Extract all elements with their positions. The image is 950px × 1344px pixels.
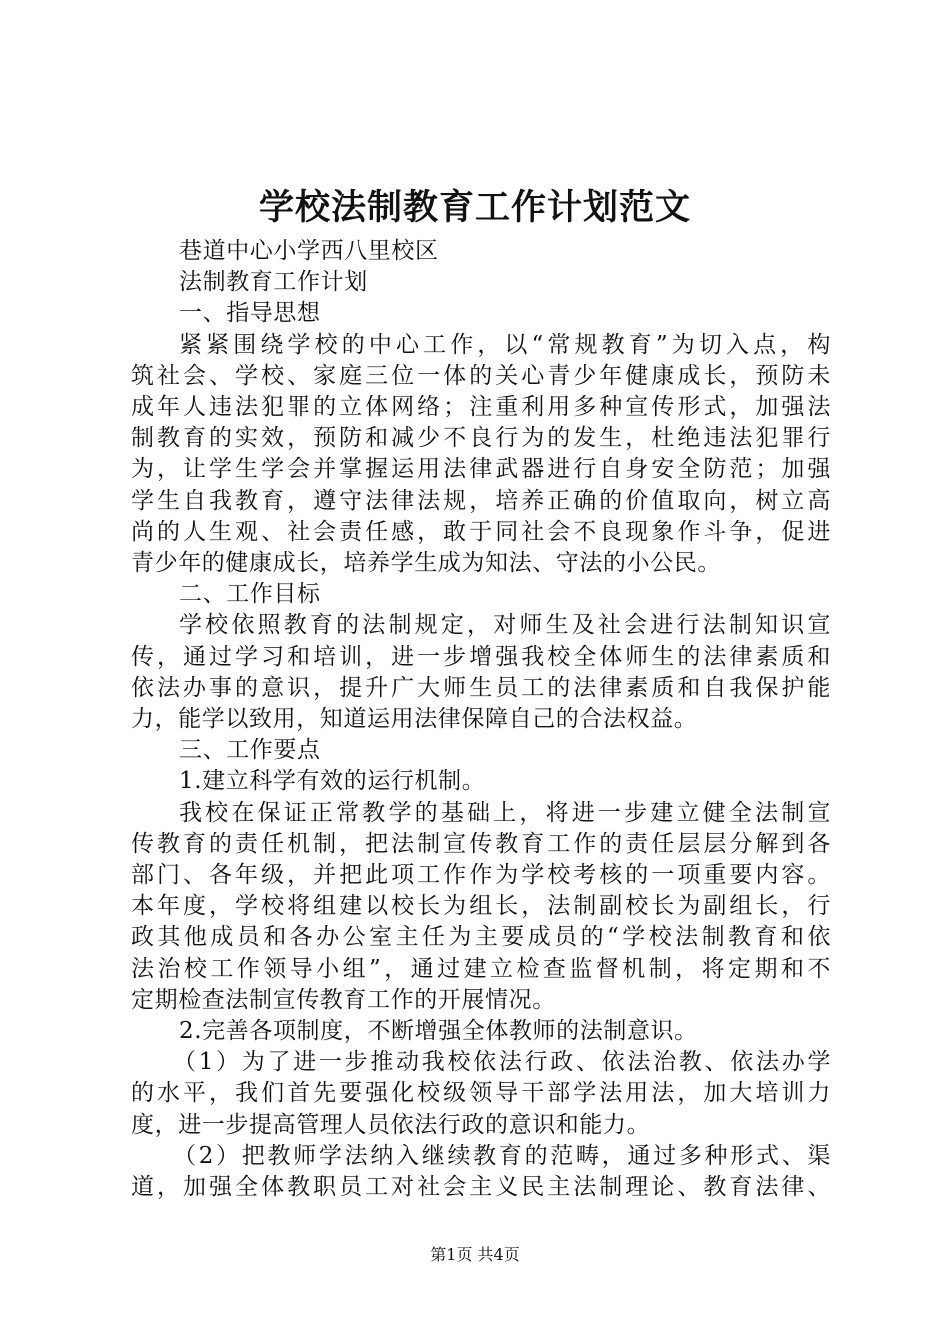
paragraph-line: 政其他成员和各办公室主任为主要成员的“学校法制教育和依 (131, 924, 831, 951)
paragraph-line: 尚的人生观、社会责任感，敢于同社会不良现象作斗争，促进 (131, 518, 831, 545)
paragraph-line: 紧紧围绕学校的中心工作，以“常规教育”为切入点，构 (179, 331, 831, 358)
paragraph-line: （1）为了进一步推动我校依法行政、依法治教、依法办学 (173, 1049, 831, 1076)
section-heading-work-points: 三、工作要点 (179, 737, 321, 764)
section-heading-guiding-thought: 一、指导思想 (179, 300, 321, 327)
plan-subtitle-line: 法制教育工作计划 (179, 269, 368, 296)
paragraph-line: （2）把教师学法纳入继续教育的范畴，通过多种形式、渠 (173, 1142, 831, 1169)
paragraph-line: 本年度，学校将组建以校长为组长，法制副校长为副组长，行 (131, 893, 831, 920)
paragraph-line: 传，通过学习和培训，进一步增强我校全体师生的法律素质和 (131, 643, 831, 670)
paragraph-line: 青少年的健康成长，培养学生成为知法、守法的小公民。 (131, 550, 721, 577)
school-name-line: 巷道中心小学西八里校区 (179, 238, 439, 264)
document-body (131, 236, 831, 1203)
paragraph-line: 力，能学以致用，知道运用法律保障自己的合法权益。 (131, 706, 698, 733)
paragraph-line: 部门、各年级，并把此项工作作为学校考核的一项重要内容。 (131, 862, 831, 889)
paragraph-line: 制教育的实效，预防和减少不良行为的发生，杜绝违法犯罪行 (131, 425, 831, 452)
paragraph-line: 依法办事的意识，提升广大师生员工的法律素质和自我保护能 (131, 674, 831, 701)
paragraph-line: 学生自我教育，遵守法律法规，培养正确的价值取向，树立高 (131, 487, 831, 514)
paragraph-line: 法治校工作领导小组”，通过建立检查监督机制，将定期和不 (131, 955, 831, 982)
paragraph-line: 道，加强全体教职员工对社会主义民主法制理论、教育法律、 (131, 1174, 831, 1201)
paragraph-line: 的水平，我们首先要强化校级领导干部学法用法，加大培训力 (131, 1080, 831, 1107)
document-title: 学校法制教育工作计划范文 (258, 187, 691, 228)
paragraph-line: 定期检查法制宣传教育工作的开展情况。 (131, 986, 556, 1013)
paragraph-line: 我校在保证正常教学的基础上，将进一步建立健全法制宣 (179, 799, 831, 826)
section-heading-work-goals: 二、工作目标 (179, 581, 321, 608)
paragraph-line: 度，进一步提高管理人员依法行政的意识和能力。 (131, 1111, 651, 1138)
page-number-footer: 第1页 共4页 (430, 1245, 520, 1264)
paragraph-line: 成年人违法犯罪的立体网络；注重利用多种宣传形式，加强法 (131, 394, 831, 421)
subheading-line: 1.建立科学有效的运行机制。 (179, 768, 486, 795)
paragraph-line: 学校依照教育的法制规定，对师生及社会进行法制知识宣 (179, 612, 831, 639)
paragraph-line: 传教育的责任机制，把法制宣传教育工作的责任层层分解到各 (131, 830, 831, 857)
paragraph-line: 筑社会、学校、家庭三位一体的关心青少年健康成长，预防未 (131, 362, 831, 389)
paragraph-line: 为，让学生学会并掌握运用法律武器进行自身安全防范；加强 (131, 456, 831, 483)
subheading-line: 2.完善各项制度，不断增强全体教师的法制意识。 (179, 1018, 698, 1045)
